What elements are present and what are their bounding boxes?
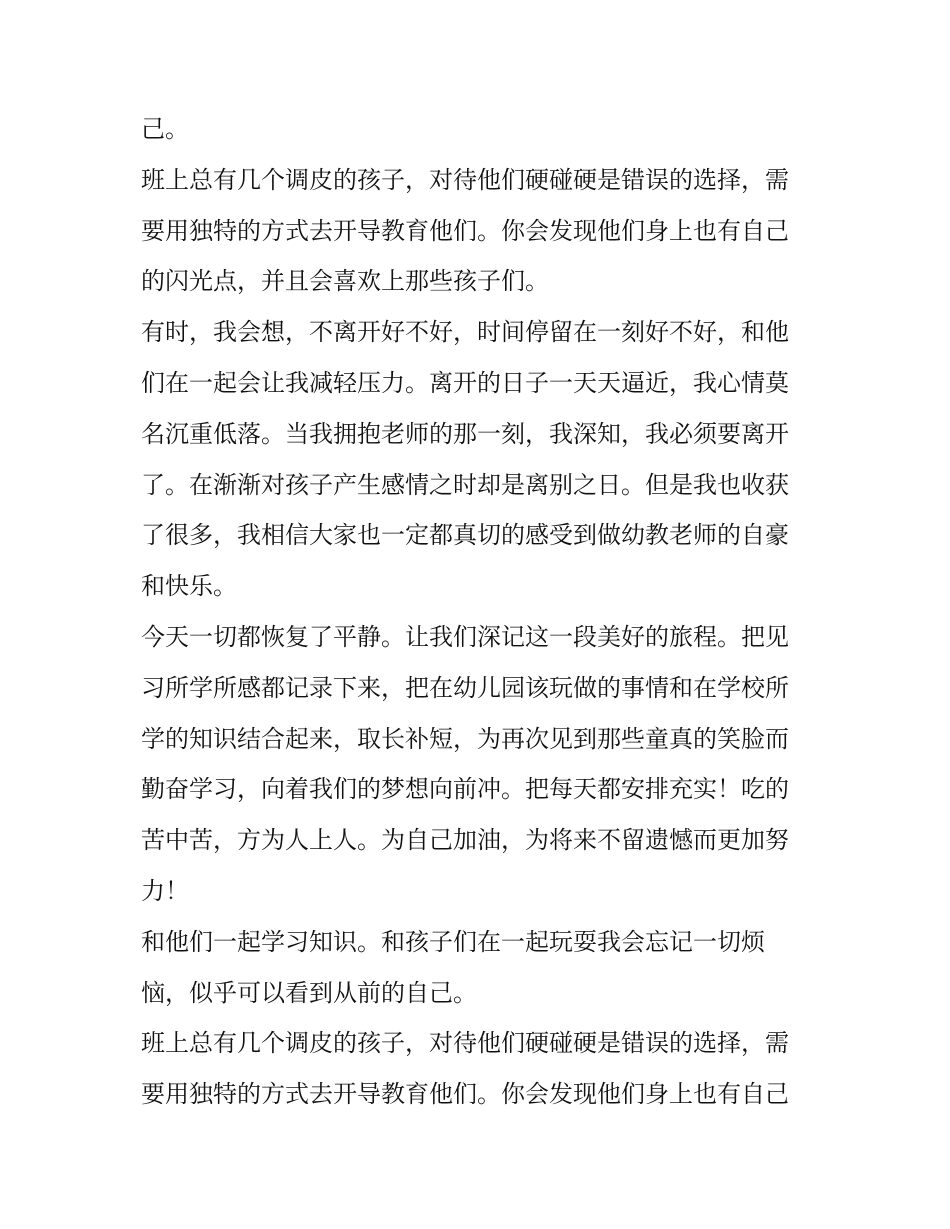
text-line: 己。 xyxy=(141,115,189,143)
text-line: 了。在渐渐对孩子产生感情之时却是离别之日。但是我也收获 xyxy=(141,470,789,499)
text-line: 要用独特的方式去开导教育他们。你会发现他们身上也有自己 xyxy=(141,1080,789,1109)
text-line: 恼，似乎可以看到从前的自己。 xyxy=(141,978,477,1007)
text-line: 要用独特的方式去开导教育他们。你会发现他们身上也有自己 xyxy=(141,216,789,245)
text-line: 和快乐。 xyxy=(141,572,237,601)
text-line: 习所学所感都记录下来，把在幼儿园该玩做的事情和在学校所 xyxy=(141,673,789,702)
document-body xyxy=(141,104,811,1120)
text-line: 今天一切都恢复了平静。让我们深记这一段美好的旅程。把见 xyxy=(141,622,789,651)
text-line: 力！ xyxy=(141,876,189,905)
text-line: 有时，我会想，不离开好不好，时间停留在一刻好不好，和他 xyxy=(141,318,789,347)
text-line: 了很多，我相信大家也一定都真切的感受到做幼教老师的自豪 xyxy=(141,521,789,550)
text-line: 班上总有几个调皮的孩子，对待他们硬碰硬是错误的选择，需 xyxy=(141,165,789,194)
text-line: 学的知识结合起来，取长补短，为再次见到那些童真的笑脸而 xyxy=(141,724,789,753)
text-line: 名沉重低落。当我拥抱老师的那一刻，我深知，我必须要离开 xyxy=(141,419,789,448)
text-line: 勤奋学习，向着我们的梦想向前冲。把每天都安排充实！吃的 xyxy=(141,775,789,804)
text-line: 的闪光点，并且会喜欢上那些孩子们。 xyxy=(141,267,549,296)
text-line: 苦中苦，方为人上人。为自己加油，为将来不留遗憾而更加努 xyxy=(141,826,789,855)
text-line: 和他们一起学习知识。和孩子们在一起玩耍我会忘记一切烦 xyxy=(141,927,765,956)
text-line: 班上总有几个调皮的孩子，对待他们硬碰硬是错误的选择，需 xyxy=(141,1029,789,1058)
text-line: 们在一起会让我减轻压力。离开的日子一天天逼近，我心情莫 xyxy=(141,368,789,397)
